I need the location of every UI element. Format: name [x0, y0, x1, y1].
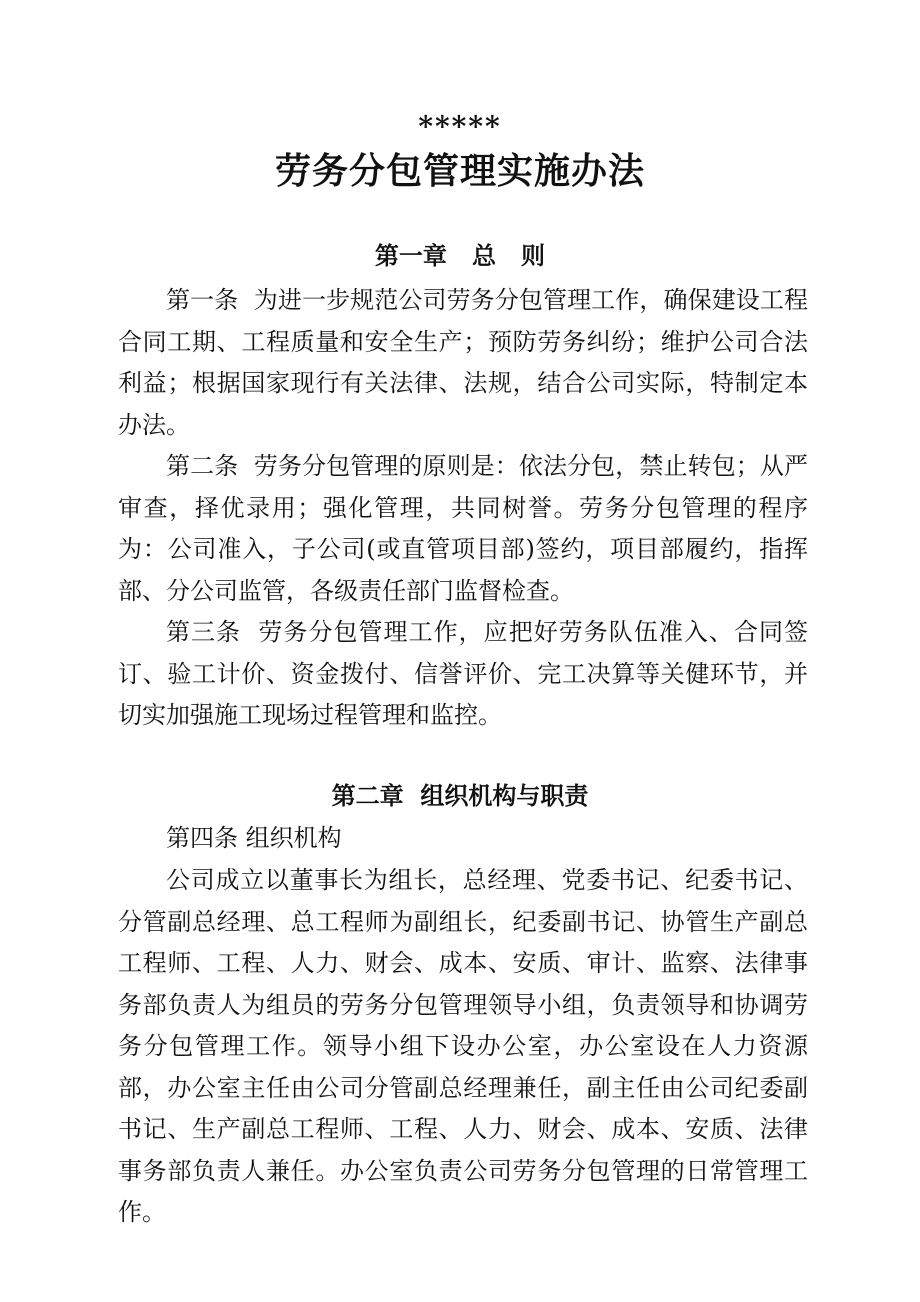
document-stars: *****	[418, 110, 502, 143]
article-2	[118, 446, 808, 612]
article-3-text: 劳务分包管理工作，应把好劳务队伍准入、合同签订、验工计价、资金拨付、信誉评价、完工决算等关健环节，并切实加强施工现场过程管理和监控。	[118, 618, 808, 729]
article-3-label: 第三条	[166, 618, 259, 646]
article-1-text: 为进一步规范公司劳务分包管理工作，确保建设工程合同工期、工程质量和安全生产；预防劳务纠纷；维护公司合法利益；根据国家现行有关法律、法规，结合公司实际，特制定本办法。	[118, 286, 808, 439]
article-2-label: 第二条	[166, 452, 254, 480]
article-1	[118, 280, 808, 446]
article-3	[118, 612, 808, 737]
article-1-label: 第一条	[166, 286, 254, 314]
article-4-text: 公司成立以董事长为组长，总经理、党委书记、纪委书记、分管副总经理、总工程师为副组长，纪委副书记、协管生产副总工程师、工程、人力、财会、成本、安质、审计、监察、法律事务部负责人为组员的劳务分包管理领导小组，负责领导和协调劳务分包管理工作。领导小组下设办公室，办公室设在人力资源部，办公室主任由公司分管副总经理兼任，副主任由公司纪委副书记、生产副总工程师、工程、人力、财会、成本、安质、法律事务部负责人兼任。办公室负责公司劳务分包管理的日常管理工作。	[118, 866, 808, 1226]
chapter-2-heading: 第二章 组织机构与职责	[331, 782, 589, 810]
article-4-heading: 第四条 组织机构	[166, 824, 342, 852]
article-2-text: 劳务分包管理的原则是：依法分包，禁止转包；从严审查，择优录用；强化管理，共同树誉。劳务分包管理的程序为：公司准入，子公司(或直管项目部)签约，项目部履约，指挥部、分公司监管，各级责任部门监督检查。	[118, 452, 808, 605]
chapter-1-heading: 第一章 总 则	[374, 242, 546, 270]
document-title: 劳务分包管理实施办法	[274, 151, 645, 192]
